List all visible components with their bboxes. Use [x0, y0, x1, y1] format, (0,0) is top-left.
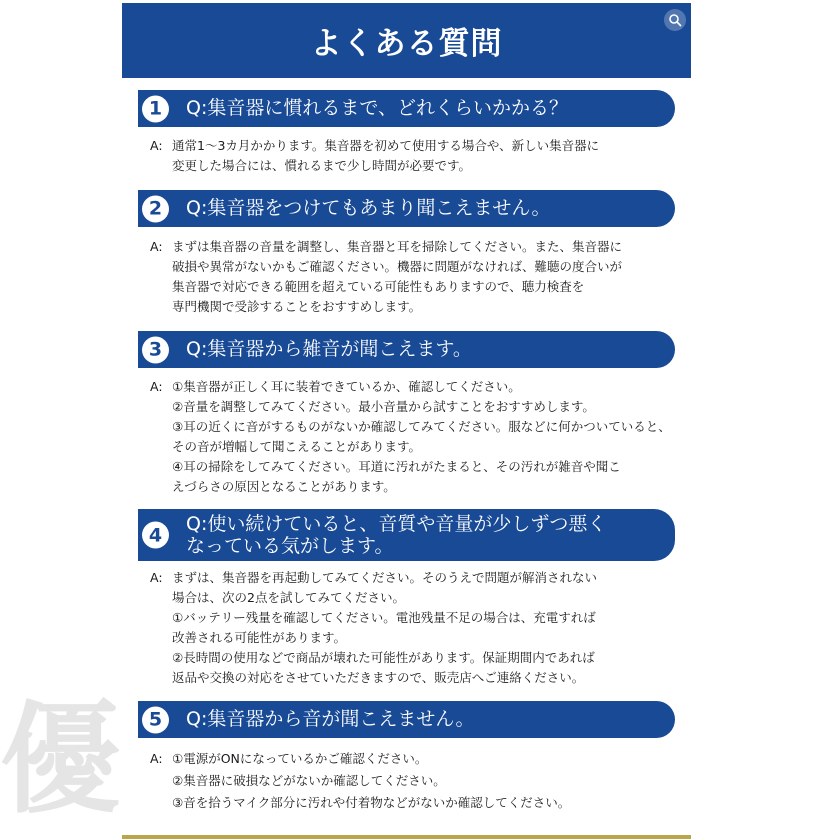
question-line: Q:使い続けていると、音質や音量が少しずつ悪く [186, 513, 607, 535]
question-number-badge: 5 [142, 706, 169, 733]
answer-line: ②音量を調整してみてください。最小音量から試すことをおすすめします。 [172, 399, 595, 414]
question-banner-5 [138, 701, 675, 738]
question-banner-2 [138, 190, 675, 227]
title-bar [122, 3, 691, 78]
zoom-icon[interactable] [664, 9, 686, 31]
question-line: なっている気がします。 [186, 535, 394, 557]
answer-line: ①電源がONになっているかご確認ください。 [172, 751, 428, 766]
answer-line: 場合は、次の2点を試してみてください。 [172, 590, 405, 605]
answer-label: A: [150, 570, 163, 585]
question-text: Q:集音器をつけてもあまり聞こえません。 [186, 197, 551, 219]
answer-line: 集音器で対応できる範囲を超えている可能性もありますので、聴力検査を [172, 279, 585, 294]
answer-line: ①バッテリー残量を確認してください。電池残量不足の場合は、充電すれば [172, 610, 596, 625]
question-text: Q:集音器から雑音が聞こえます。 [186, 338, 472, 360]
answer-label: A: [150, 751, 163, 766]
question-banner-4 [138, 509, 675, 561]
question-number-badge: 3 [142, 336, 169, 363]
question-text: Q:集音器から音が聞こえません。 [186, 708, 475, 730]
answer-line: 変更した場合には、慣れるまで少し時間が必要です。 [172, 158, 472, 173]
magnifier-icon [668, 13, 682, 27]
answer-line: まずは集音器の音量を調整し、集音器と耳を掃除してください。また、集音器に [172, 239, 623, 254]
answer-line: えづらさの原因となることがあります。 [172, 479, 396, 494]
question-number-badge: 1 [142, 95, 169, 122]
question-number-badge: 2 [142, 195, 169, 222]
answer-line: ③耳の近くに音がするものがないか確認してみてください。服などに何かついていると、 [172, 419, 671, 434]
answer-line: ④耳の掃除をしてみてください。耳道に汚れがたまると、その汚れが雑音や聞こ [172, 459, 621, 474]
answer-line: ①集音器が正しく耳に装着できているか、確認してください。 [172, 379, 521, 394]
question-text [186, 513, 663, 557]
answer-line: 通常1～3カ月かかります。集音器を初めて使用する場合や、新しい集音器に [172, 138, 600, 153]
answer-line: まずは、集音器を再起動してみてください。そのうえで問題が解消されない [172, 570, 598, 585]
answer-line: 改善される可能性があります。 [172, 630, 347, 645]
answer-line: ②長時間の使用などで商品が壊れた可能性があります。保証期間内であれば [172, 650, 595, 665]
answer-line: 返品や交換の対応をさせていただきますので、販売店へご連絡ください。 [172, 670, 585, 685]
question-banner-1 [138, 90, 675, 127]
faq-page [122, 3, 691, 840]
answer-label: A: [150, 379, 163, 394]
answer-line: その音が増幅して聞こえることがあります。 [172, 439, 422, 454]
answer-line: ③音を拾うマイク部分に汚れや付着物などがないか確認してください。 [172, 795, 571, 810]
page-title: よくある質問 [310, 26, 503, 62]
answer-label: A: [150, 239, 163, 254]
watermark: 優 [0, 689, 120, 830]
question-number-badge: 4 [142, 522, 169, 549]
answer-label: A: [150, 138, 163, 153]
question-banner-3 [138, 331, 675, 368]
answer-line: 破損や異常がないかもご確認ください。機器に問題がなければ、難聴の度合いが [172, 259, 623, 274]
bottom-divider [122, 835, 691, 839]
answer-line: 専門機関で受診することをおすすめします。 [172, 299, 422, 314]
question-text: Q:集音器に慣れるまで、どれくらいかかる？ [186, 97, 568, 119]
answer-line: ②集音器に破損などがないか確認してください。 [172, 773, 446, 788]
